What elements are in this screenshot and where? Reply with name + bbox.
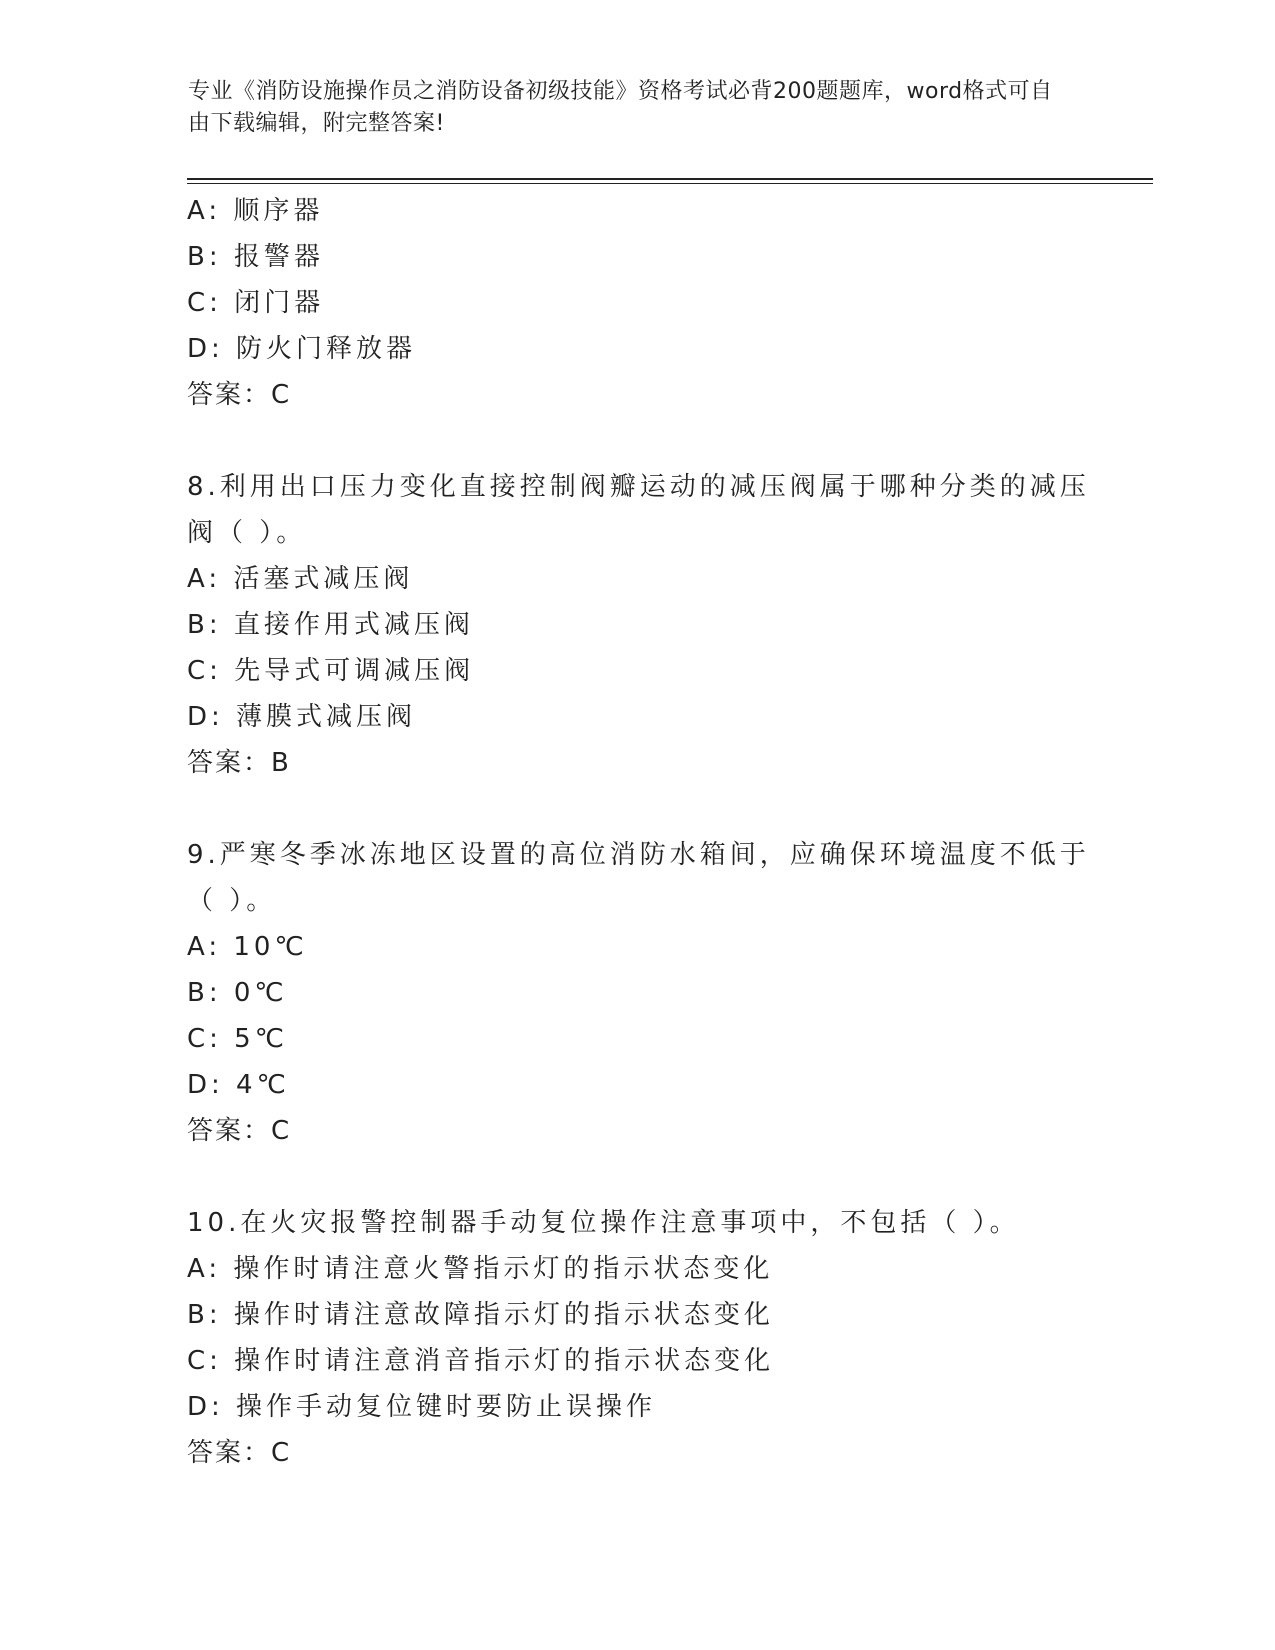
option-a: A: 活塞式减压阀 — [187, 564, 414, 594]
option-c: C: 操作时请注意消音指示灯的指示状态变化 — [187, 1346, 775, 1376]
question-text-cont: （ ）。 — [187, 886, 277, 916]
option-c: C: 闭门器 — [187, 288, 325, 318]
question-text: 9.严寒冬季冰冻地区设置的高位消防水箱间，应确保环境温度不低于 — [187, 840, 1090, 870]
question-text: 10.在火灾报警控制器手动复位操作注意事项中，不包括（ ）。 — [187, 1208, 1020, 1238]
question-text-cont: 阀（ ）。 — [187, 518, 307, 548]
option-d: D: 薄膜式减压阀 — [187, 702, 417, 732]
option-d: D: 防火门释放器 — [187, 334, 417, 364]
question-block-10 — [187, 1200, 1087, 1476]
header-divider — [187, 178, 1153, 180]
option-b: B: 0℃ — [187, 978, 288, 1008]
question-list — [187, 188, 1090, 1476]
question-block-8 — [187, 464, 1090, 786]
option-a: A: 顺序器 — [187, 196, 324, 226]
question-text: 8.利用出口压力变化直接控制阀瓣运动的减压阀属于哪种分类的减压 — [187, 472, 1090, 502]
answer: 答案：C — [187, 1438, 292, 1468]
option-b: B: 操作时请注意故障指示灯的指示状态变化 — [187, 1300, 774, 1330]
option-b: B: 报警器 — [187, 242, 324, 272]
question-block-9 — [187, 832, 1090, 1154]
answer: 答案：C — [187, 380, 292, 410]
option-d: D: 4℃ — [187, 1070, 290, 1100]
option-c: C: 5℃ — [187, 1024, 288, 1054]
question-block-7 — [187, 188, 1087, 418]
option-d: D: 操作手动复位键时要防止误操作 — [187, 1392, 657, 1422]
answer: 答案：C — [187, 1116, 292, 1146]
header-title: 专业《消防设施操作员之消防设备初级技能》资格考试必背200题题库，word格式可自由下载编辑，附完整答案! — [188, 79, 1053, 136]
option-b: B: 直接作用式减压阀 — [187, 610, 474, 640]
option-c: C: 先导式可调减压阀 — [187, 656, 475, 686]
header-divider-thin — [187, 183, 1153, 184]
answer: 答案：B — [187, 748, 291, 778]
option-a: A: 操作时请注意火警指示灯的指示状态变化 — [187, 1254, 774, 1284]
option-a: A: 10℃ — [187, 932, 308, 962]
document-header — [188, 76, 1068, 140]
